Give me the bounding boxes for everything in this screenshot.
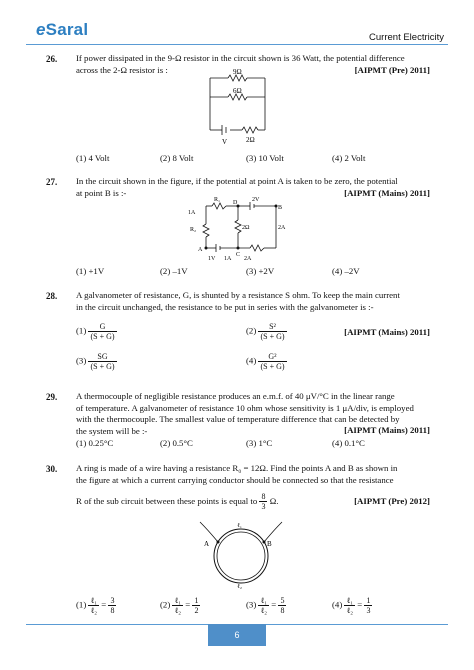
numerator: ℓ₁ (260, 596, 268, 605)
numerator: 1 (366, 596, 371, 605)
question-number: 26. (46, 54, 58, 64)
value-fraction (192, 596, 200, 615)
question-line: the system will be :- (76, 425, 148, 436)
question-line: across the 2-Ω resistor is : (76, 64, 168, 75)
denominator: (S + G) (90, 362, 115, 371)
option: (1) $\frac{\text{ℓ₁}}{\text{ℓ₂}}$ = $\frac{3}{8}$ (76, 596, 115, 615)
question-line: at point B is :- (76, 187, 127, 198)
question-number: 29. (46, 392, 58, 402)
exam-reference: [AIPMT (Mains) 2011] (344, 188, 430, 198)
question-line: A galvanometer of resistance, G, is shunted by a resistance S ohm. To keep the main current (76, 290, 400, 300)
option (76, 322, 117, 341)
numerator: SG (88, 352, 116, 362)
numerator: 8 (261, 492, 266, 502)
denominator: (S + G) (90, 332, 115, 341)
option: (4) 2 Volt (332, 153, 366, 163)
question-line: with the thermocouple. The smallest value of temperature difference that can be detected by (76, 414, 400, 424)
question-text-part: Ω. (269, 496, 279, 506)
label-l2: ℓ₂ (237, 584, 242, 590)
value-fraction (108, 596, 116, 615)
question-line: A ring is made of a wire having a resistance R₀ = 12Ω. Find the points A and B as shown in (76, 463, 398, 473)
exam-reference: [AIPMT (Mains) 2011] (344, 425, 430, 435)
option: (2) $\frac{\text{ℓ₁}}{\text{ℓ₂}}$ = $\frac{1}{2}$ (160, 596, 199, 615)
circuit-diagram-26 (200, 68, 275, 148)
question-number: 27. (46, 177, 58, 187)
question-line: In the circuit shown in the figure, if the potential at point A is taken to be zero, the potential (76, 176, 398, 186)
page-number: 6 (208, 624, 266, 646)
option: (3) $\frac{\text{ℓ₁}}{\text{ℓ₂}}$ = $\frac{5}{8}$ (246, 596, 285, 615)
option (246, 322, 287, 341)
numerator: ℓ₁ (174, 596, 182, 605)
option-label: (2) (246, 325, 257, 336)
question-line: the figure at which a current carrying conductor should be connected so that the resistance (76, 474, 394, 485)
logo-text: Saral (45, 20, 89, 39)
option-label: (1) (76, 325, 87, 336)
option-fraction (258, 352, 286, 371)
label-1v: 1V (208, 256, 216, 262)
label-2a-right: 2A (278, 225, 286, 231)
ratio-fraction (344, 596, 355, 615)
section-title: Current Electricity (369, 32, 444, 43)
label-r1: R₁ (214, 197, 221, 203)
ratio-fraction (172, 596, 183, 615)
logo-e: e (36, 20, 46, 39)
denominator: ℓ₂ (260, 606, 268, 615)
option: (1) 4 Volt (76, 153, 110, 163)
option-label: (3) (246, 599, 257, 610)
value-fraction (364, 596, 372, 615)
question-line: A thermocouple of negligible resistance produces an e.m.f. of 40 μV/°C in the linear range (76, 391, 395, 401)
denominator: (S + G) (260, 332, 285, 341)
option-label: (4) (332, 599, 343, 610)
ratio-fraction (88, 596, 99, 615)
option-label: (2) (160, 599, 171, 610)
question-text (76, 463, 432, 486)
value-fraction (278, 596, 286, 615)
label-2ohm: 2Ω (246, 136, 255, 144)
label-1a-bottom: 1A (224, 256, 232, 262)
ring-diagram-30 (196, 516, 286, 590)
label-2v: 2V (252, 197, 260, 203)
denominator: 3 (366, 606, 371, 615)
option (76, 352, 117, 371)
label-2ohm: 2Ω (242, 225, 250, 231)
denominator: 8 (280, 606, 285, 615)
exam-reference: [AIPMT (Pre) 2011] (354, 65, 430, 75)
question-text-part: R of the sub circuit between these points is equal to (76, 496, 258, 506)
label-a: A (204, 540, 210, 548)
label-d: D (233, 200, 238, 206)
exam-reference: [AIPMT (Mains) 2011] (344, 327, 430, 337)
label-2a-bottom: 2A (244, 256, 252, 262)
label-6ohm: 6Ω (233, 87, 242, 95)
circuit-diagram-27 (186, 196, 296, 264)
numerator: S² (258, 322, 286, 332)
label-b: B (267, 540, 272, 548)
label-v: V (222, 138, 228, 146)
numerator: ℓ₁ (346, 596, 354, 605)
question-line (76, 490, 278, 512)
option-label: (3) (76, 355, 87, 366)
option: (4) –2V (332, 266, 360, 276)
label-c: C (236, 252, 241, 258)
numerator: G² (258, 352, 286, 362)
question-number: 28. (46, 291, 58, 301)
label-r2: R₂ (190, 227, 197, 233)
option-fraction (88, 322, 116, 341)
question-line: If power dissipated in the 9-Ω resistor in the circuit shown is 36 Watt, the potential difference (76, 53, 405, 63)
option-label: (1) (76, 599, 87, 610)
option: (2) 8 Volt (160, 153, 194, 163)
label-a: A (198, 247, 203, 253)
label-1a-left: 1A (188, 210, 196, 216)
option-fraction (258, 322, 286, 341)
question-text (76, 290, 432, 313)
brand-logo (36, 20, 88, 40)
header-rule (26, 44, 448, 45)
option: (3) +2V (246, 266, 275, 276)
resistance-fraction (259, 492, 267, 511)
denominator: 3 (261, 502, 266, 512)
option (246, 352, 287, 371)
label-b: B (278, 205, 283, 211)
option: (2) 0.5°C (160, 438, 193, 448)
denominator: 8 (110, 606, 115, 615)
option-label: (4) (246, 355, 257, 366)
option: (2) –1V (160, 266, 188, 276)
denominator: 2 (194, 606, 199, 615)
numerator: 3 (110, 596, 115, 605)
question-number: 30. (46, 464, 58, 474)
option: (1) +1V (76, 266, 105, 276)
denominator: (S + G) (260, 362, 285, 371)
numerator: G (88, 322, 116, 332)
denominator: ℓ₂ (346, 606, 354, 615)
option: (3) 10 Volt (246, 153, 284, 163)
ratio-fraction (258, 596, 269, 615)
denominator: ℓ₂ (174, 606, 182, 615)
label-l1: ℓ₁ (237, 523, 242, 529)
question-line: of temperature. A galvanometer of resistance 10 ohm whose sensitivity is 1 μA/div, is employed (76, 402, 414, 413)
numerator: ℓ₁ (90, 596, 98, 605)
exam-reference: [AIPMT (Pre) 2012] (354, 496, 430, 506)
option: (4) $\frac{\text{ℓ₁}}{\text{ℓ₂}}$ = $\frac{1}{3}$ (332, 596, 371, 615)
label-9ohm: 9Ω (233, 68, 242, 76)
numerator: 5 (280, 596, 285, 605)
option: (3) 1°C (246, 438, 273, 448)
option: (1) 0.25°C (76, 438, 114, 448)
option: (4) 0.1°C (332, 438, 365, 448)
numerator: 1 (194, 596, 199, 605)
question-line: in the circuit unchanged, the resistance to be put in series with the galvanometer is :- (76, 301, 374, 312)
option-fraction (88, 352, 116, 371)
denominator: ℓ₂ (90, 606, 98, 615)
